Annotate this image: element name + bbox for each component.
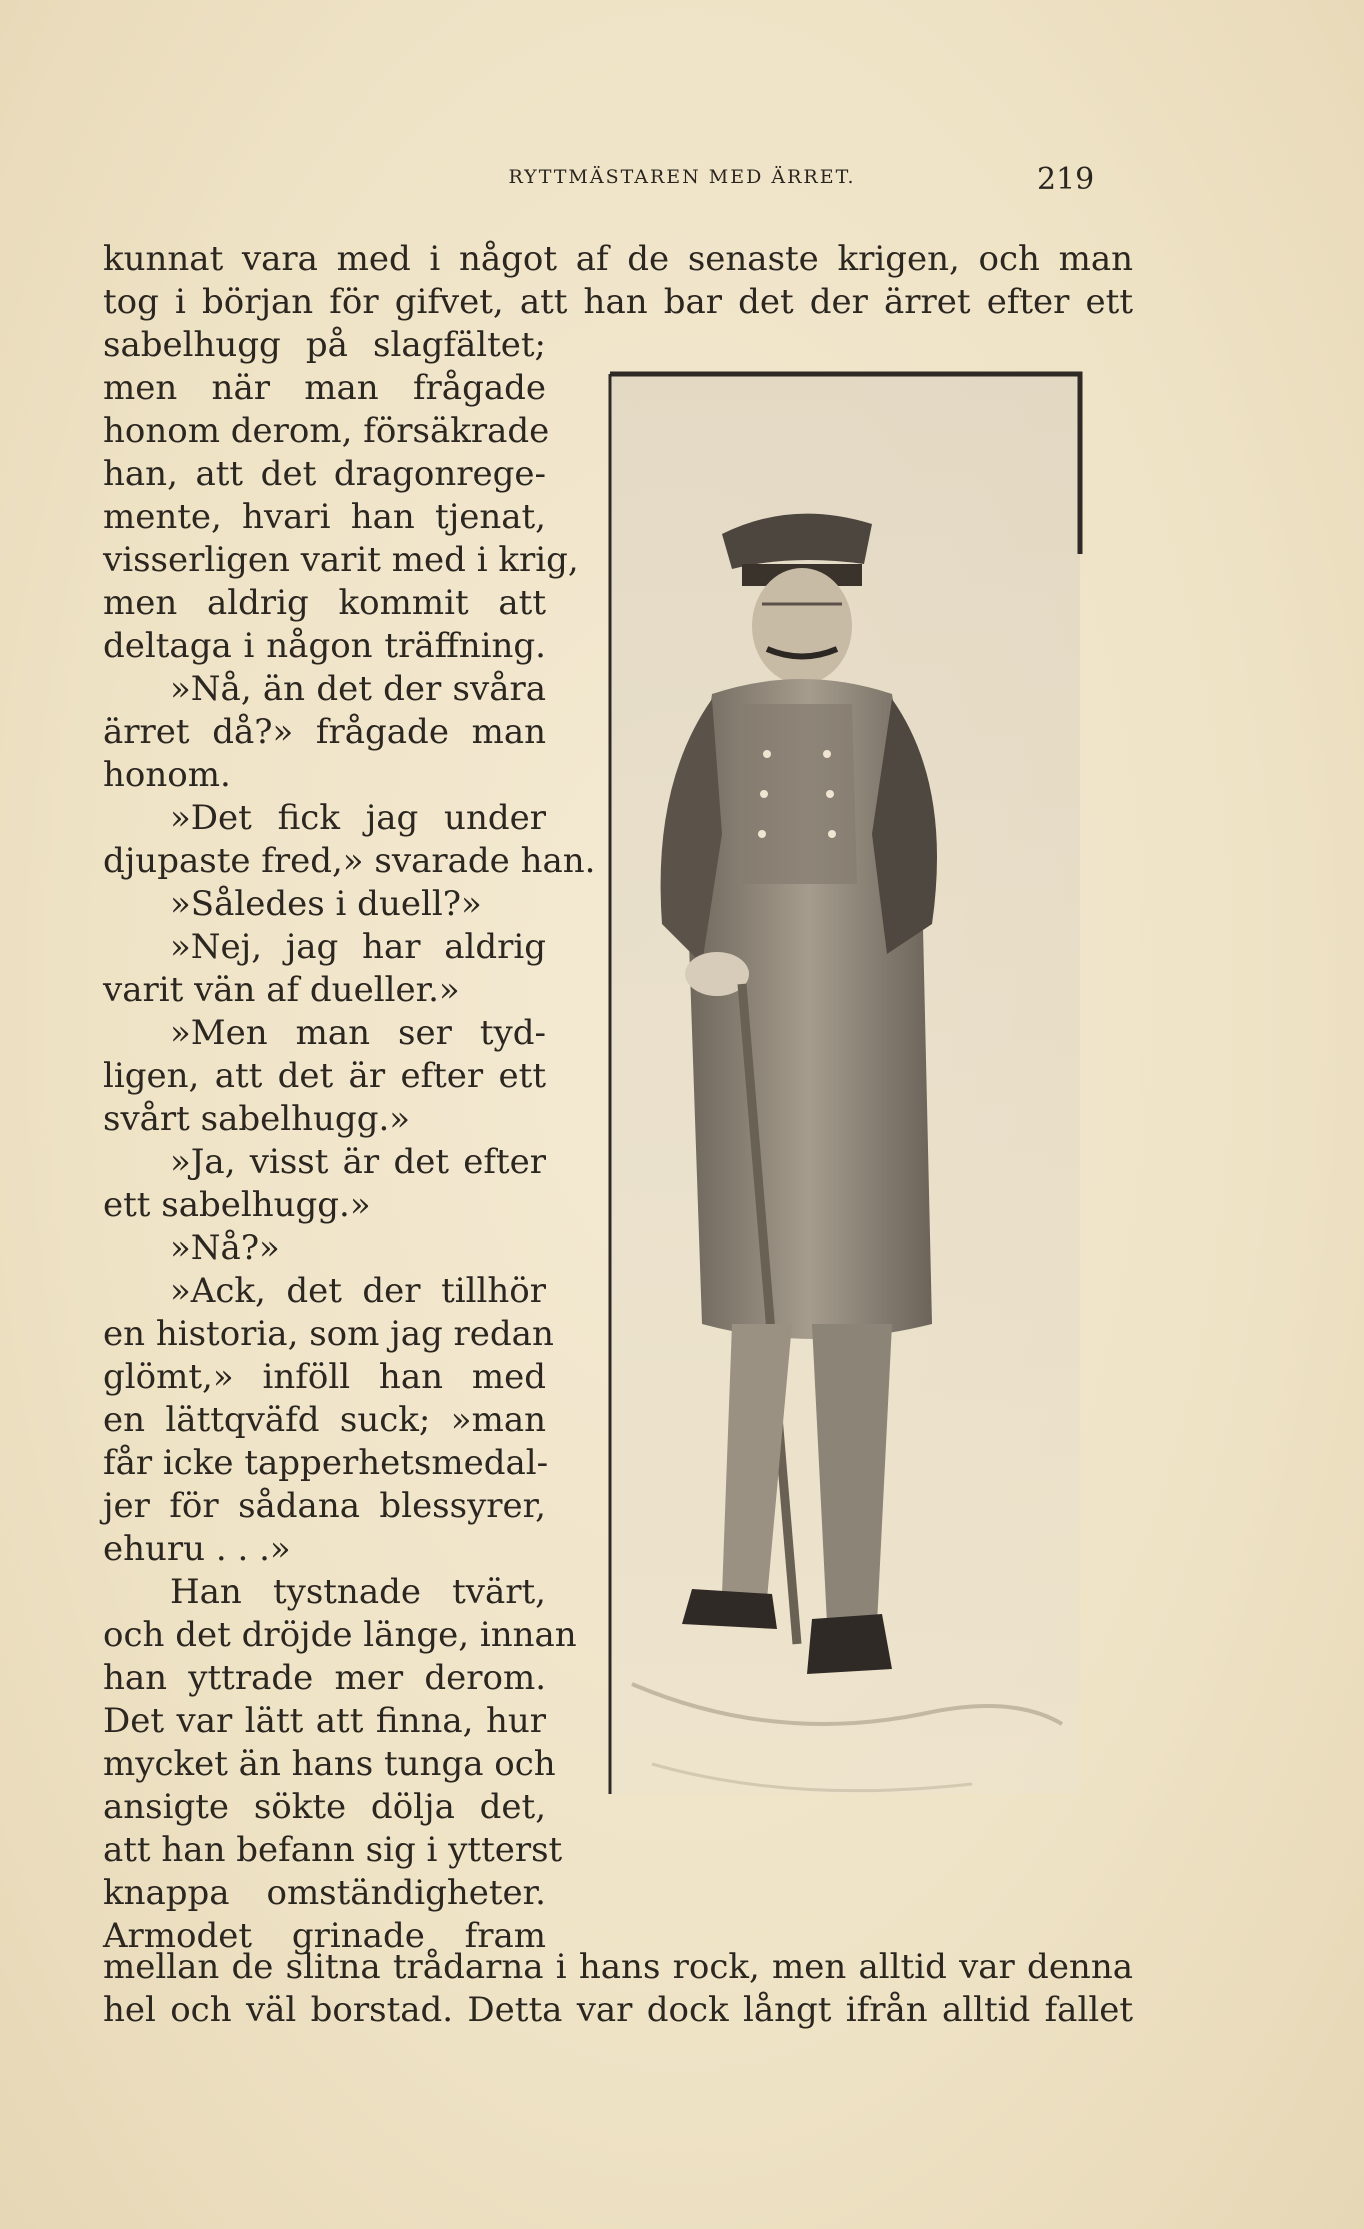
text-line: Han tystnade tvärt, xyxy=(170,1572,546,1612)
text-line: tog i början för gifvet, att han bar det der ärret efter ett xyxy=(103,282,1133,322)
text-line: men när man frågade xyxy=(103,368,546,408)
text-line: »Nå, än det der svåra xyxy=(170,669,546,709)
text-line: honom. xyxy=(103,755,231,795)
text-line: att han befann sig i ytterst xyxy=(103,1830,563,1870)
text-line: visserligen varit med i krig, xyxy=(103,540,579,580)
text-full-width xyxy=(103,1946,1133,2032)
text-line: han, att det dragonrege- xyxy=(103,454,546,494)
text-line: men aldrig kommit att xyxy=(103,583,546,623)
text-line: honom derom, försäkrade xyxy=(103,411,550,451)
text-line: »Men man ser tyd- xyxy=(170,1013,546,1053)
text-line: »Nå?» xyxy=(170,1228,280,1268)
text-line: »Således i duell?» xyxy=(170,884,482,924)
text-line: får icke tapperhetsmedal- xyxy=(103,1443,549,1483)
text-line: en historia, som jag redan xyxy=(103,1314,554,1354)
text-line: Armodet grinade fram xyxy=(103,1916,546,1956)
text-line: knappa omständigheter. xyxy=(103,1873,546,1913)
text-line: hel och väl borstad. Detta var dock långt ifrån alltid fallet xyxy=(103,1990,1133,2030)
text-line: mente, hvari han tjenat, xyxy=(103,497,546,537)
text-line: svårt sabelhugg.» xyxy=(103,1099,411,1139)
running-head: RYTTMÄSTAREN MED ÄRRET. xyxy=(508,166,856,188)
text-line: »Ja, visst är det efter xyxy=(170,1142,546,1182)
text-line: deltaga i någon träffning. xyxy=(103,626,546,666)
text-line: glömt,» inföll han med xyxy=(103,1357,546,1397)
text-line: ansigte sökte dölja det, xyxy=(103,1787,546,1827)
text-line: »Ack, det der tillhör xyxy=(170,1271,546,1311)
text-line: ligen, att det är efter ett xyxy=(103,1056,546,1096)
page-number: 219 xyxy=(1037,162,1095,197)
text-line: och det dröjde länge, innan xyxy=(103,1615,577,1655)
text-line: sabelhugg på slagfältet; xyxy=(103,325,546,365)
text-line: Det var lätt att finna, hur xyxy=(103,1701,546,1741)
text-line: ett sabelhugg.» xyxy=(103,1185,371,1225)
text-line: ärret då?» frågade man xyxy=(103,712,546,752)
text-line: »Nej, jag har aldrig xyxy=(170,927,546,967)
text-line: en lättqväfd suck; »man xyxy=(103,1400,546,1440)
illustration-officer xyxy=(592,364,1092,1964)
text-column xyxy=(103,238,1133,1958)
text-line: kunnat vara med i något af de senaste krigen, och man xyxy=(103,239,1133,279)
text-line: mycket än hans tunga och xyxy=(103,1744,556,1784)
text-line: ehuru . . .» xyxy=(103,1529,291,1569)
text-line: jer för sådana blessyrer, xyxy=(103,1486,546,1526)
text-line: »Det fick jag under xyxy=(170,798,546,838)
text-line: mellan de slitna trådarna i hans rock, men alltid var denna xyxy=(103,1947,1133,1987)
text-line: han yttrade mer derom. xyxy=(103,1658,546,1698)
text-line: djupaste fred,» svarade han. xyxy=(103,841,596,881)
text-line: varit vän af dueller.» xyxy=(103,970,460,1010)
